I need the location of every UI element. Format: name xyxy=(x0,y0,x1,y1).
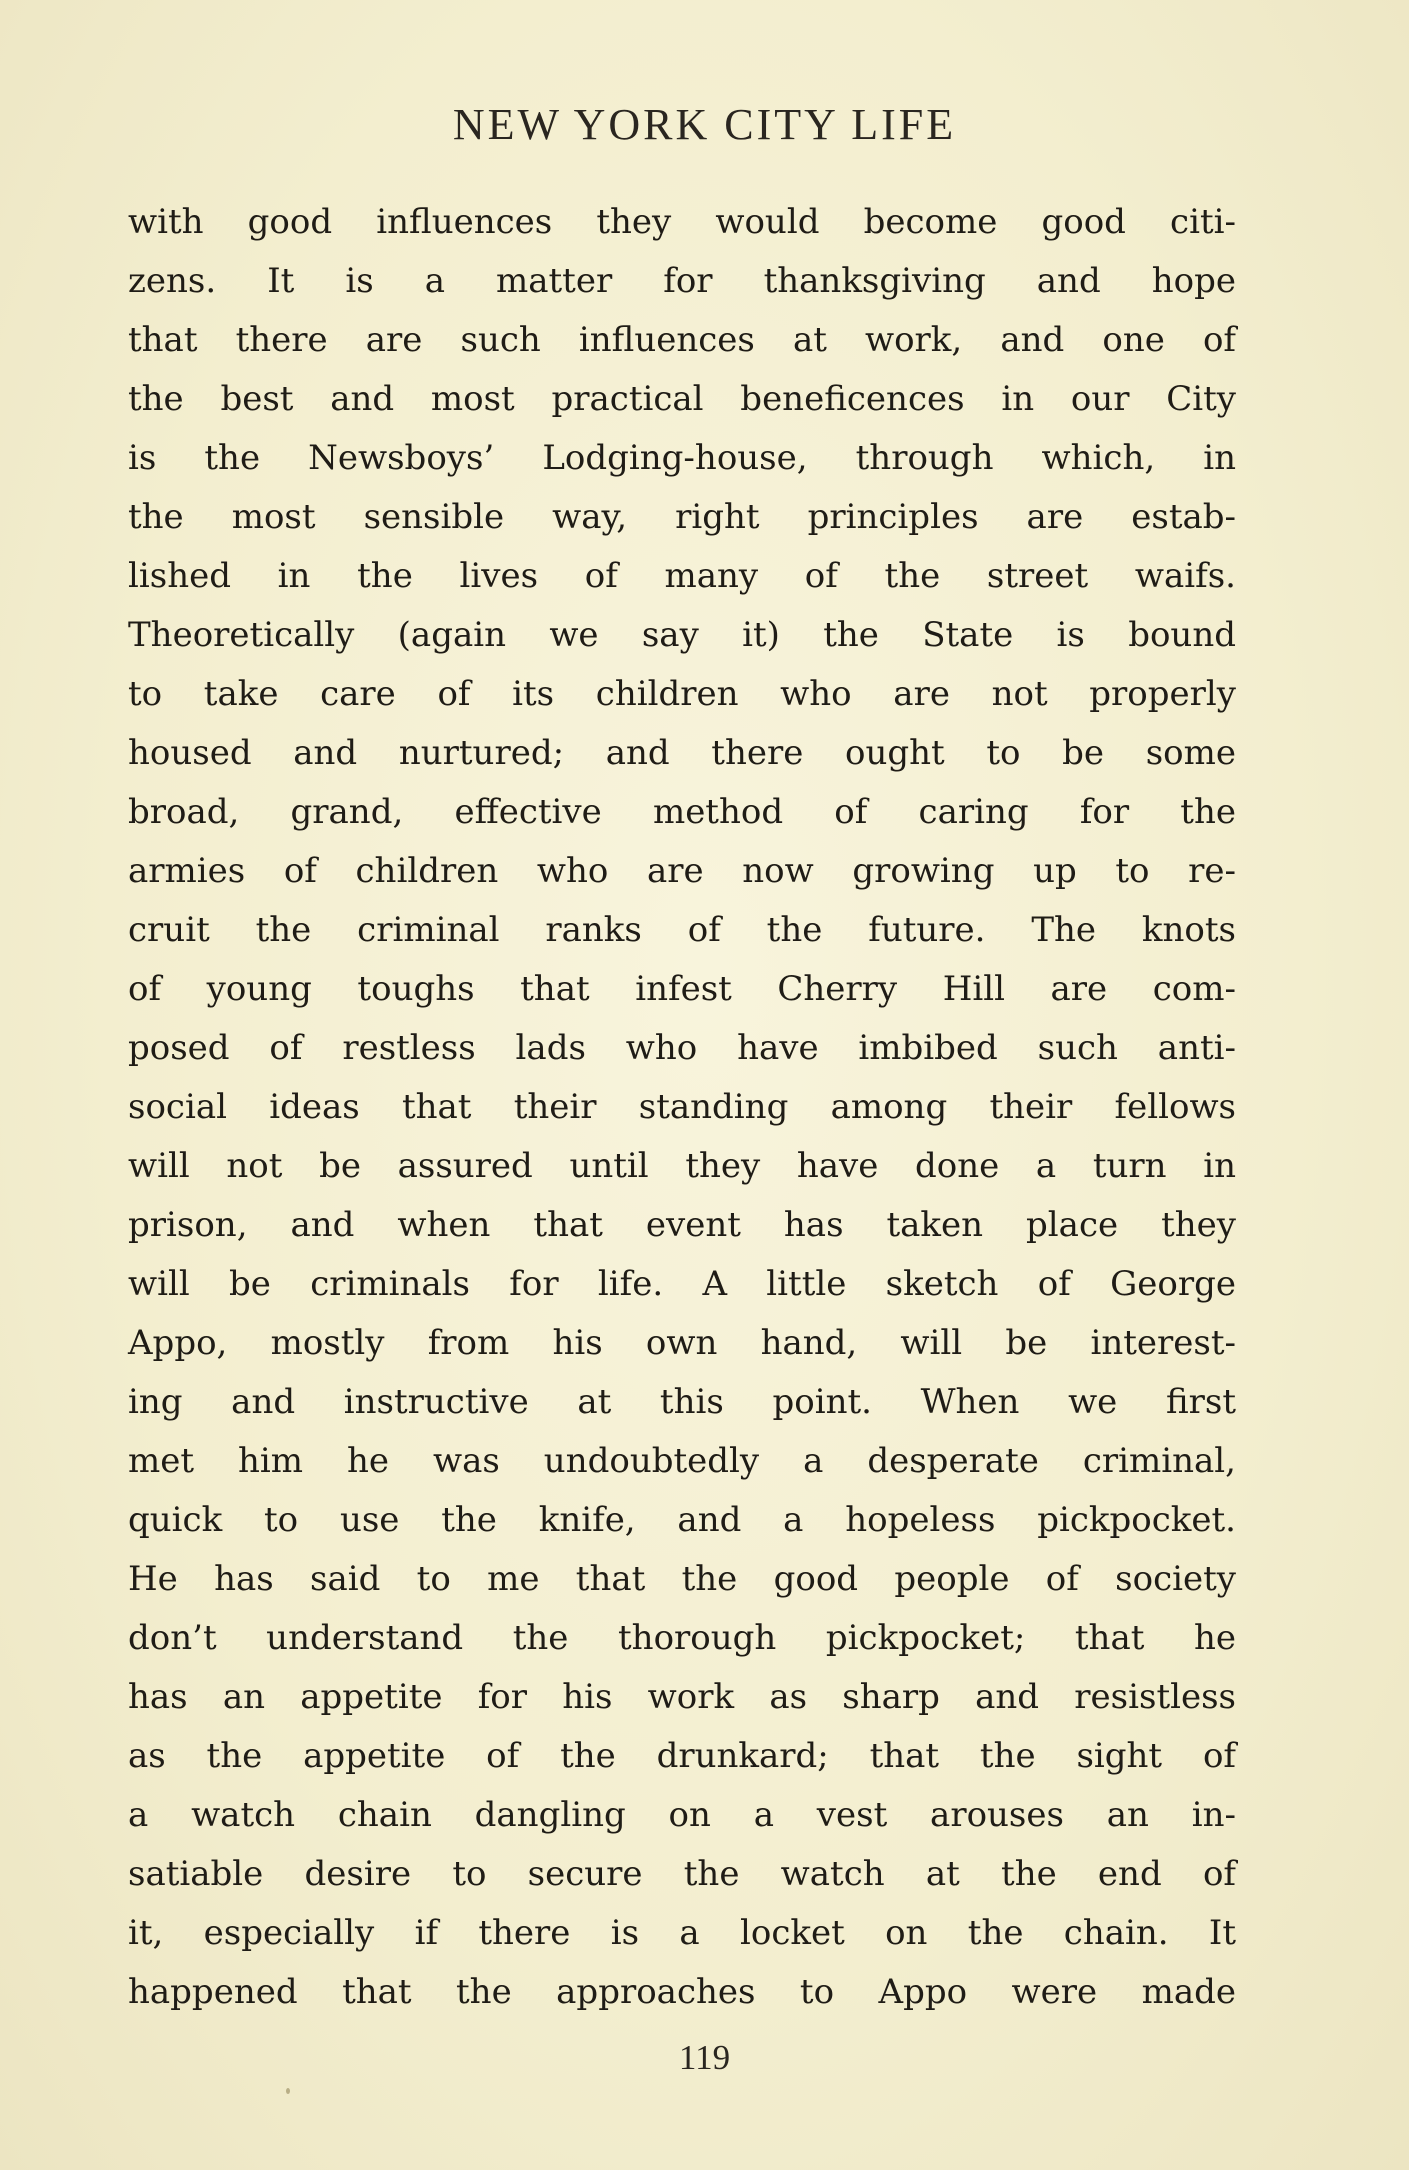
paper-speck xyxy=(286,2088,290,2094)
text-line: will not be assured until they have done a turn in xyxy=(128,1146,1236,1186)
text-line: a watch chain dangling on a vest arouses an in- xyxy=(128,1795,1236,1835)
text-line: that there are such influences at work, and one of xyxy=(128,320,1236,360)
text-line: met him he was undoubtedly a desperate criminal, xyxy=(128,1441,1236,1481)
text-line: lished in the lives of many of the street waifs. xyxy=(128,556,1236,596)
text-line: zens. It is a matter for thanksgiving and hope xyxy=(128,261,1236,301)
text-line: is the Newsboys’ Lodging-house, through which, in xyxy=(128,438,1236,478)
text-line: the best and most practical beneficences in our City xyxy=(128,379,1236,419)
text-line: ing and instructive at this point. When we first xyxy=(128,1382,1236,1422)
text-line: the most sensible way, right principles are estab- xyxy=(128,497,1236,537)
text-line: happened that the approaches to Appo were made xyxy=(128,1972,1236,2012)
text-line: posed of restless lads who have imbibed such anti- xyxy=(128,1028,1236,1068)
text-line: quick to use the knife, and a hopeless pickpocket. xyxy=(128,1500,1236,1540)
body-text xyxy=(128,193,1236,2022)
text-line: Appo, mostly from his own hand, will be interest- xyxy=(128,1323,1236,1363)
text-line: of young toughs that infest Cherry Hill are com- xyxy=(128,969,1236,1009)
text-line: to take care of its children who are not properly xyxy=(128,674,1236,714)
text-line: as the appetite of the drunkard; that the sight of xyxy=(128,1736,1236,1776)
text-line: social ideas that their standing among their fellows xyxy=(128,1087,1236,1127)
text-line: armies of children who are now growing up to re- xyxy=(128,851,1236,891)
text-line: it, especially if there is a locket on the chain. It xyxy=(128,1913,1236,1953)
text-line: Theoretically (again we say it) the State is bound xyxy=(128,615,1236,655)
text-line: don’t understand the thorough pickpocket; that he xyxy=(128,1618,1236,1658)
text-line: has an appetite for his work as sharp and resistless xyxy=(128,1677,1236,1717)
text-line: He has said to me that the good people of society xyxy=(128,1559,1236,1599)
text-line: housed and nurtured; and there ought to be some xyxy=(128,733,1236,773)
text-line: satiable desire to secure the watch at the end of xyxy=(128,1854,1236,1894)
text-line: with good influences they would become good citi- xyxy=(128,202,1236,242)
text-line: prison, and when that event has taken place they xyxy=(128,1205,1236,1245)
running-head: NEW YORK CITY LIFE xyxy=(452,100,957,149)
text-line: will be criminals for life. A little sketch of George xyxy=(128,1264,1236,1304)
text-line: cruit the criminal ranks of the future. The knots xyxy=(128,910,1236,950)
text-line: broad, grand, effective method of caring for the xyxy=(128,792,1236,832)
page-number: 119 xyxy=(678,2038,731,2077)
